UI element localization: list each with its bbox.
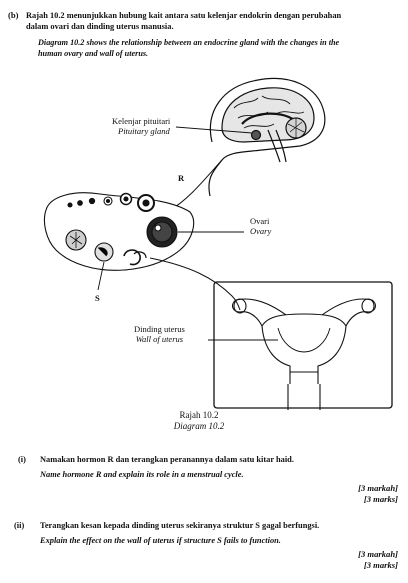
part-i-marks <box>358 483 398 505</box>
ovary-label <box>250 216 271 236</box>
ovary-drawing <box>44 193 193 271</box>
part-ii-question-malay: Terangkan kesan kepada dinding uterus sekiranya struktur S gagal berfungsi. <box>40 521 320 530</box>
pituitary-label-english: Pituitary gland <box>118 126 170 136</box>
intro-en-line-2: human ovary and wall of uterus. <box>38 49 149 58</box>
structure-s-label: S <box>95 293 100 303</box>
part-i-question-malay: Namakan hormon R dan terangkan peranannya dalam satu kitar haid. <box>40 455 294 464</box>
intro-en-line-1: Diagram 10.2 shows the relationship between an endocrine gland with the changes in the <box>38 38 340 47</box>
part-ii-marks-malay: [3 markah] <box>358 549 398 559</box>
wall-label-malay: Dinding uterus <box>134 324 185 334</box>
part-i-marks-english: [3 marks] <box>363 494 398 504</box>
pituitary-label <box>112 116 170 136</box>
ovary-to-uterus-line <box>150 258 240 310</box>
cervix <box>290 372 318 384</box>
intro-ms-line-1: Rajah 10.2 menunjukkan hubung kait antara satu kelenjar endokrin dengan perubahan <box>26 11 342 20</box>
part-i-label: (i) <box>18 455 26 464</box>
brain-drawing <box>209 78 325 196</box>
wall-of-uterus-label <box>134 324 185 344</box>
part-ii-marks-english: [3 marks] <box>363 560 398 570</box>
uterus-drawing <box>233 299 376 410</box>
part-i-marks-malay: [3 markah] <box>358 483 398 493</box>
part-ii-label: (ii) <box>14 521 25 530</box>
pituitary-gland-drawing <box>252 131 261 140</box>
part-ii-question-english: Explain the effect on the wall of uterus if structure S fails to function. <box>40 536 281 545</box>
caption-english: Diagram 10.2 <box>173 421 225 431</box>
intro-ms-line-2: dalam ovari dan dinding uterus manusia. <box>26 22 174 31</box>
uterus-body <box>262 314 346 372</box>
part-ii-marks <box>358 549 398 571</box>
wall-label-english: Wall of uterus <box>135 334 184 344</box>
ovary-label-malay: Ovari <box>250 216 270 226</box>
caption-malay: Rajah 10.2 <box>179 410 219 420</box>
hormone-r-label: R <box>178 173 185 183</box>
pituitary-label-malay: Kelenjar pituitari <box>112 116 171 126</box>
diagram-caption <box>124 410 274 432</box>
question-label: (b) <box>8 10 19 20</box>
ovary-label-english: Ovary <box>250 226 272 236</box>
vagina <box>288 384 320 410</box>
part-i-question-english: Name hormone R and explain its role in a menstrual cycle. <box>40 470 244 479</box>
